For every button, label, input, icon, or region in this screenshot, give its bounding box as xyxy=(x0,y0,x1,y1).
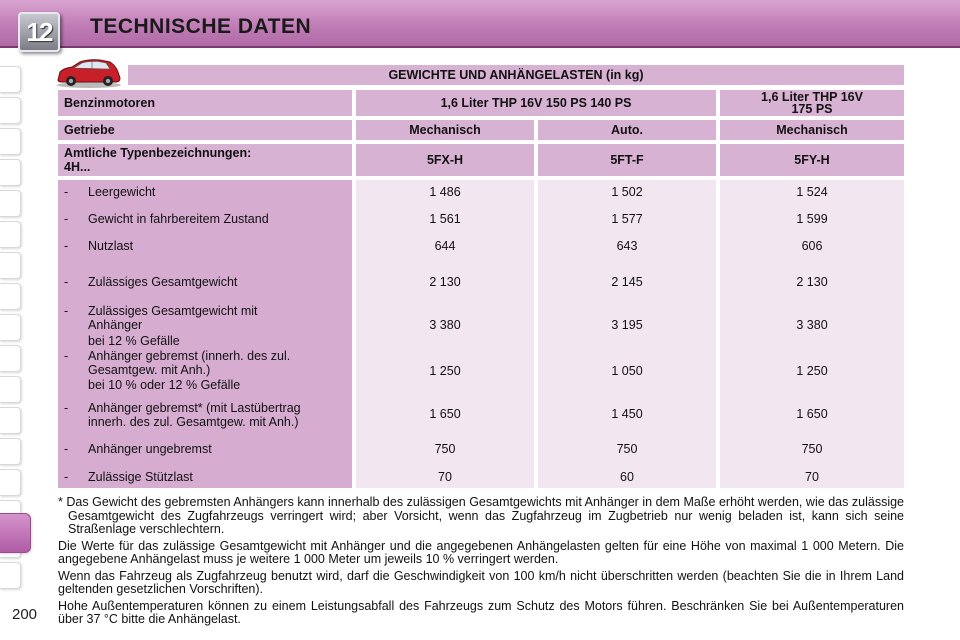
note-paragraph: Hohe Außentemperaturen können zu einem Leistungsabfall des Fahrzeugs zum Schutz des Motors führen. Beschränken Sie bei Außentemperaturen über 37 °C bitte die Anhängelast. xyxy=(58,598,904,626)
header-divider xyxy=(0,46,960,48)
row-dash: - xyxy=(64,470,69,484)
row-value: 3 380 xyxy=(796,318,828,332)
row-value: 2 130 xyxy=(796,275,828,289)
row-dash: - xyxy=(64,239,69,253)
row-value: 70 xyxy=(805,470,819,484)
gearbox-label: Getriebe xyxy=(58,120,352,140)
type-label xyxy=(58,144,352,176)
row-label: Leergewicht xyxy=(88,185,156,199)
car-icon xyxy=(54,58,124,88)
type-1: 5FX-H xyxy=(356,144,534,176)
row-value: 1 502 xyxy=(611,185,643,199)
chapter-tab[interactable] xyxy=(0,283,21,310)
chapter-tab[interactable] xyxy=(0,252,21,279)
row-dash: - xyxy=(64,442,69,456)
chapter-badge: 12 xyxy=(18,12,60,52)
row-label: Anhänger gebremst (innerh. des zul. xyxy=(88,349,291,363)
row-value: 1 524 xyxy=(796,185,828,199)
row-value: 750 xyxy=(801,442,823,456)
row-value: 3 195 xyxy=(611,318,643,332)
footnotes xyxy=(58,496,904,630)
row-label-line2: Gesamtgew. mit Anh.) xyxy=(88,363,211,377)
row-dash: - xyxy=(64,401,69,415)
row-label: Gewicht in fahrbereitem Zustand xyxy=(88,212,269,226)
type-3: 5FY-H xyxy=(720,144,904,176)
chapter-tab[interactable] xyxy=(0,128,21,155)
type-label-line1: Amtliche Typenbezeichnungen: xyxy=(64,146,252,160)
row-value: 2 145 xyxy=(611,275,643,289)
row-value: 1 050 xyxy=(611,364,643,378)
row-label-line3: bei 12 % Gefälle xyxy=(88,334,180,348)
row-value: 1 599 xyxy=(796,212,828,226)
note-paragraph: Die Werte für das zulässige Gesamtgewicht mit Anhänger und die angegebenen Anhängelasten gelten für eine Höhe von maximal 1 000 Metern. Die angegebene Anhängelast muss je weitere 1 000 Meter um jeweils 10 % verringert werden. xyxy=(58,538,904,566)
table-caption: GEWICHTE UND ANHÄNGELASTEN (in kg) xyxy=(128,65,904,85)
engine-label: Benzinmotoren xyxy=(58,90,352,116)
row-value: 644 xyxy=(434,239,456,253)
row-value: 1 561 xyxy=(429,212,461,226)
row-value: 1 486 xyxy=(429,185,461,199)
row-value: 1 650 xyxy=(796,407,828,421)
engine-b-line1: 1,6 Liter THP 16V xyxy=(761,90,863,104)
chapter-tab[interactable] xyxy=(0,221,21,248)
row-value: 606 xyxy=(801,239,823,253)
chapter-tab[interactable] xyxy=(0,469,21,496)
gearbox-2: Auto. xyxy=(538,120,716,140)
page-title: TECHNISCHE DATEN xyxy=(90,15,312,38)
chapter-tab[interactable] xyxy=(0,159,21,186)
row-dash: - xyxy=(64,185,69,199)
row-value: 750 xyxy=(616,442,638,456)
row-value: 70 xyxy=(438,470,452,484)
chapter-tab-active[interactable] xyxy=(0,513,31,553)
row-label: Zulässige Stützlast xyxy=(88,470,193,484)
row-value: 643 xyxy=(616,239,638,253)
engine-b-line2: 175 PS xyxy=(791,102,833,116)
row-value: 3 380 xyxy=(429,318,461,332)
chapter-tab[interactable] xyxy=(0,562,21,589)
chapter-tab[interactable] xyxy=(0,376,21,403)
chapter-tab[interactable] xyxy=(0,407,21,434)
gearbox-1: Mechanisch xyxy=(356,120,534,140)
row-label: Zulässiges Gesamtgewicht xyxy=(88,275,238,289)
row-value: 1 577 xyxy=(611,212,643,226)
type-2: 5FT-F xyxy=(538,144,716,176)
row-value: 2 130 xyxy=(429,275,461,289)
row-dash: - xyxy=(64,212,69,226)
chapter-tab[interactable] xyxy=(0,97,21,124)
engine-b xyxy=(720,90,904,116)
row-label-line2: Anhänger xyxy=(88,318,143,332)
gearbox-3: Mechanisch xyxy=(720,120,904,140)
engine-a: 1,6 Liter THP 16V 150 PS 140 PS xyxy=(356,90,716,116)
chapter-tab[interactable] xyxy=(0,66,21,93)
row-dash: - xyxy=(64,275,69,289)
row-label: Anhänger ungebremst xyxy=(88,442,212,456)
page-number: 200 xyxy=(12,606,38,623)
chapter-tab[interactable] xyxy=(0,438,21,465)
row-label: Zulässiges Gesamtgewicht mit xyxy=(88,304,258,318)
chapter-tab[interactable] xyxy=(0,190,21,217)
chapter-tab[interactable] xyxy=(0,345,21,372)
chapter-tab[interactable] xyxy=(0,314,21,341)
row-value: 750 xyxy=(434,442,456,456)
row-dash: - xyxy=(64,349,69,363)
row-label: Nutzlast xyxy=(88,239,134,253)
type-label-line2: 4H... xyxy=(64,160,91,174)
row-value: 1 650 xyxy=(429,407,461,421)
row-label-line3: bei 10 % oder 12 % Gefälle xyxy=(88,378,241,392)
row-value: 1 250 xyxy=(429,364,461,378)
footnote-star: * Das Gewicht des gebremsten Anhängers kann innerhalb des zulässigen Gesamtgewichts mit Anhänger in dem Maße erhöht werden, wie das zulässige Gesamtgewicht des Zugfahrzeugs verringert wird; aber Vorsicht, wenn das Zugfahrzeug im Zugbetrieb nur wenig beladen ist, kann sich seine Straßenlage verschlechtern. xyxy=(58,495,904,536)
row-label: Anhänger gebremst* (mit Lastübertrag xyxy=(88,401,301,415)
note-paragraph: Wenn das Fahrzeug als Zugfahrzeug benutzt wird, darf die Geschwindigkeit von 100 km/h nicht überschritten werden (beachten Sie die in Ihrem Land geltenden gesetzlichen Vorschriften). xyxy=(58,568,904,596)
row-value: 1 250 xyxy=(796,364,828,378)
row-value: 60 xyxy=(620,470,634,484)
row-label-line2: innerh. des zul. Gesamtgew. mit Anh.) xyxy=(88,415,299,429)
row-dash: - xyxy=(64,304,69,318)
row-value: 1 450 xyxy=(611,407,643,421)
